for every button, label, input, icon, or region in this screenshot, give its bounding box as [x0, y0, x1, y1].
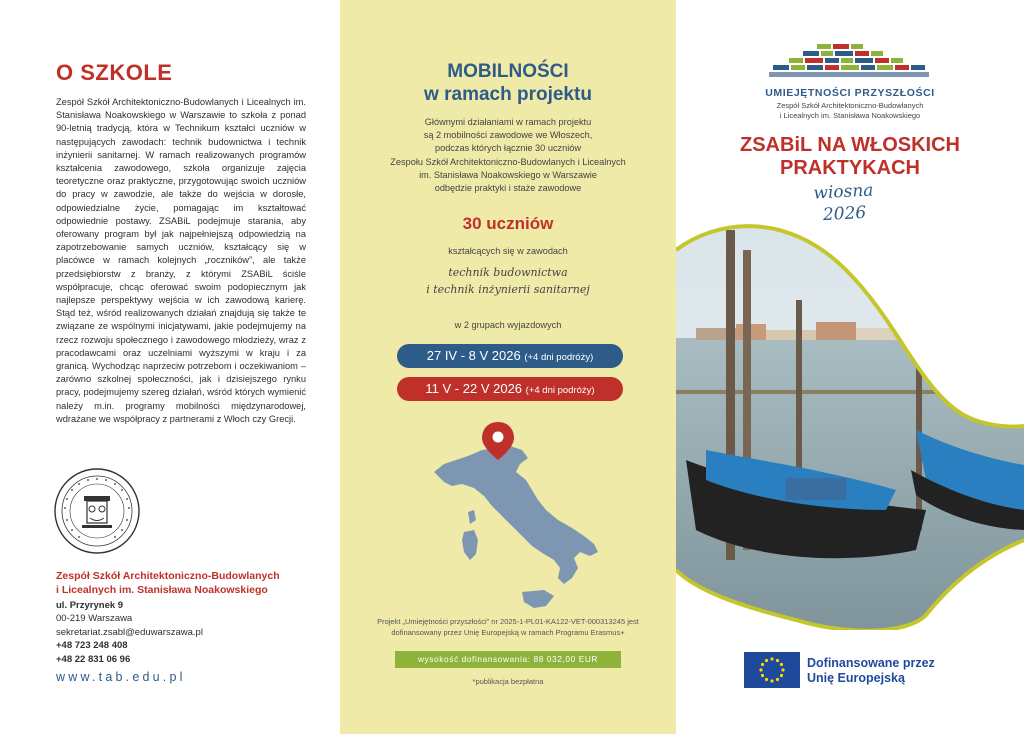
group-2-dates [397, 377, 623, 401]
logo-title: UMIEJĘTNOŚCI PRZYSZŁOŚCI [765, 87, 935, 99]
school-name-line2: i Licealnych im. Stanisława Noakowskiego [56, 583, 268, 596]
season-word: wiosna [812, 180, 874, 204]
mobility-title [340, 60, 676, 106]
intro-line: im. Stanisława Noakowskiego w Warszawie [419, 169, 597, 180]
phone-2[interactable]: +48 22 831 06 96 [56, 653, 131, 665]
school-seal-icon [54, 468, 140, 554]
phone-1[interactable]: +48 723 248 408 [56, 640, 128, 652]
address-city: 00-219 Warszawa [56, 613, 133, 625]
project-logo-icon [769, 42, 929, 80]
group-1-travel-days: (+4 dni podróży) [524, 352, 594, 363]
email-link[interactable]: sekretariat.zsabl@eduwarszawa.pl [56, 626, 203, 638]
eu-flag-icon [744, 652, 800, 688]
venice-gondolas-photo [676, 210, 1024, 630]
group-1-dates [397, 344, 623, 368]
intro-line: Głównymi działaniami w ramach projektu [424, 117, 592, 127]
address-street: ul. Przyrynek 9 [56, 600, 124, 611]
intro-line: są 2 mobilności zawodowe we Włoszech, [423, 130, 593, 141]
contact-block [56, 599, 203, 666]
mobility-title-line2: w ramach projektu [424, 84, 592, 105]
funding-amount: wysokość dofinansowania: 88 032,00 EUR [395, 651, 621, 668]
students-count: 30 uczniów [462, 214, 554, 233]
mobility-panel [340, 0, 676, 734]
profession-2: i technik inżynierii sanitarnej [426, 283, 590, 296]
group-2-travel-days: (+4 dni podróży) [525, 385, 595, 396]
groups-label: w 2 grupach wyjazdowych [454, 320, 562, 330]
eu-funding-line2: Unię Europejską [807, 671, 905, 685]
professions [340, 264, 676, 298]
intro-line: odbędzie praktyki i staże zawodowe [434, 183, 582, 194]
website-link[interactable]: www.tab.edu.pl [56, 670, 186, 684]
logo-subtitle [676, 101, 1024, 120]
eu-funding-line1: Dofinansowane przez [807, 656, 935, 670]
group-2-date-range: 11 V - 22 V 2026 [425, 381, 523, 396]
eu-funding-text [807, 656, 935, 686]
about-text: Zespół Szkół Architektoniczno-Budowlanych i Licealnych im. Stanisława Noakowskiego w Warszawie to szkoła z ponad 90-letnią tradycją, która w Technikum kształci uczniów w następujących zawodach: technik budownictwa i technik inżynierii sanitarnej. W ramach realizowanych programów kształcenia zawodowego, szkoła organizuje zajęcia teoretyczne oraz praktyczne, przygotowując swoich uczniów do pracy w zawodzie, ale także do wejścia w dorosłe, odpowiedzialne życie, pomagając im kształtować odpowiednie postawy. ZSABiL podejmuje starania, aby oferowany program był jak najpełniejszą odpowiedzią na zapotrzebowanie samych uczniów, kształcący się w placówce w ramach kolejnych „roczników”, ale także przedsiębiorstw z branży, z którymi ZSABiL ściśle współpracuje, chcąc oferować swoim podopiecznym jak najlepsze perspektywy wejścia w ich zawodową karierę. Stąd też, wśród realizowanych działań znajdują się także te związane ze wspólnymi inicjatywami, jakie podejmujemy na rzecz rozwoju społecznego i zawodowego młodzieży, wraz z pracodawcami oraz uczelniami wyższymi w kraju i za granicą. Wychodząc naprzeciw potrzebom i oczekiwaniom – zarówno szkolnej społeczności, jak i dzisiejszego rynku pracy, podejmujemy szereg działań, wśród których wymienić należy m.in. programy mobilności międzynarodowej, wdrażane we współpracy z partnerami z Włoch czy Grecji. [56, 97, 306, 424]
logo-subtitle-line2: i Licealnych im. Stanisława Noakowskiego [779, 110, 921, 120]
project-note-line1: Projekt „Umiejętności przyszłości” nr 2025-1-PL01-KA122-VET-000313245 jest [377, 617, 639, 626]
about-panel [0, 0, 340, 734]
cover-panel [676, 0, 1024, 734]
mobility-intro [370, 116, 646, 195]
project-note [370, 616, 646, 638]
school-name [56, 570, 316, 597]
cover-title-line1: ZSABiL NA WŁOSKICH [740, 134, 960, 156]
group-1-date-range: 27 IV - 8 V 2026 [426, 348, 521, 363]
cover-title [676, 134, 1024, 180]
italy-map-icon [426, 420, 606, 620]
mobility-title-line1: MOBILNOŚCI [447, 61, 569, 82]
about-title: O SZKOLE [56, 60, 173, 85]
intro-line: Zespołu Szkół Architektoniczno-Budowlanych i Licealnych [390, 156, 626, 167]
logo-subtitle-line1: Zespół Szkół Architektoniczno-Budowlanych [776, 101, 924, 110]
school-name-line1: Zespół Szkół Architektoniczno-Budowlanych [56, 570, 280, 582]
profession-1: technik budownictwa [448, 266, 568, 279]
intro-line: podczas których łącznie 30 uczniów [434, 143, 582, 154]
cover-title-line2: PRAKTYKACH [780, 157, 920, 179]
trained-in-label: kształcących się w zawodach [448, 246, 568, 256]
free-publication-note: *publikacja bezpłatna [472, 677, 544, 686]
season-year: 2026 [822, 202, 867, 226]
project-note-line2: dofinansowany przez Unię Europejską w ramach Programu Erasmus+ [391, 628, 625, 637]
